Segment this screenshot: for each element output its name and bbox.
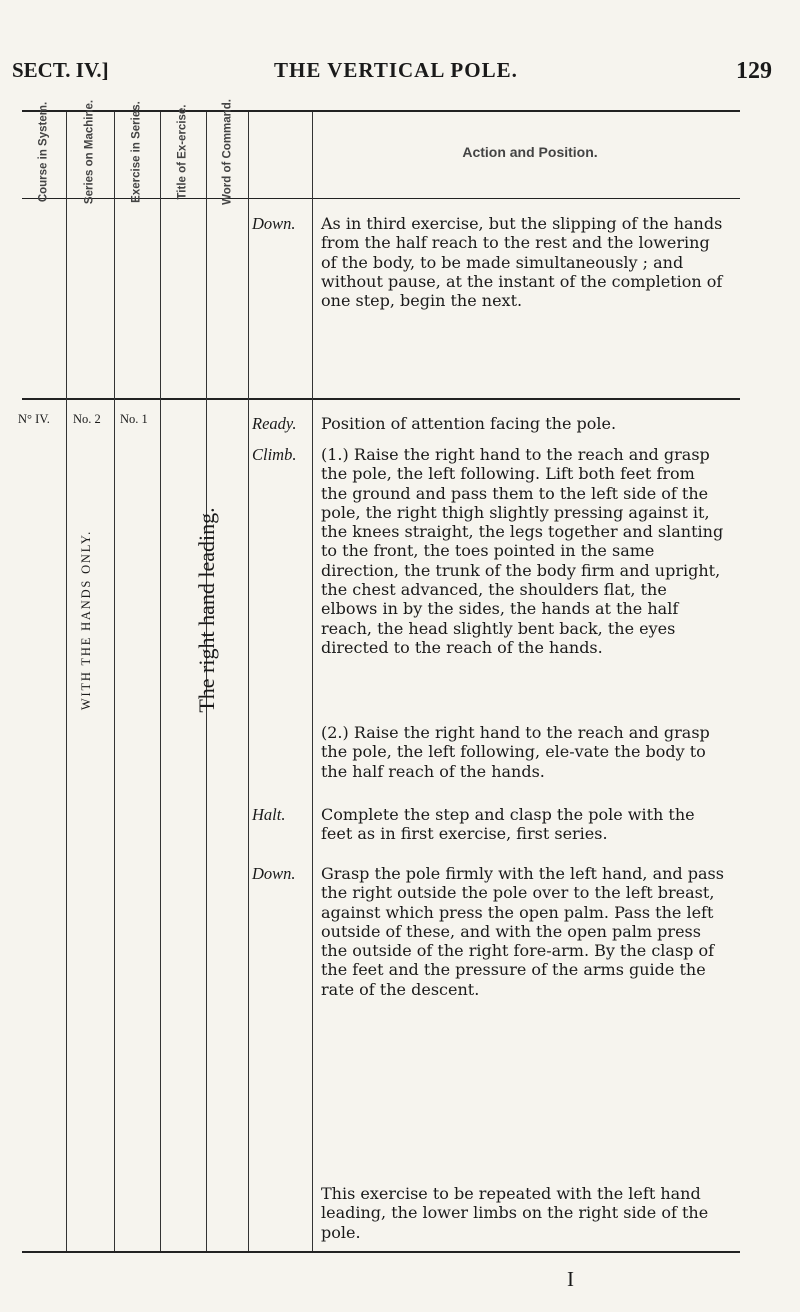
page-header bbox=[12, 58, 772, 84]
column-divider bbox=[160, 112, 161, 1251]
command-down-1: Down. bbox=[252, 214, 296, 233]
column-header-command: Word of Command. bbox=[221, 99, 234, 205]
series-label: No. 2 bbox=[73, 412, 101, 426]
column-header-exercise: Exercise in Series. bbox=[130, 101, 143, 203]
command-ready: Ready. bbox=[252, 414, 297, 433]
page-number: 129 bbox=[736, 58, 772, 84]
series-note: WITH THE HANDS ONLY. bbox=[79, 529, 93, 711]
column-header-action: Action and Position. bbox=[462, 143, 598, 160]
section-label: SECT. IV.] bbox=[12, 58, 109, 82]
title-note: The right hand leading. bbox=[194, 507, 219, 713]
action-text: Grasp the pole firmly with the left hand, and pass the right outside the pole over to the left breast, against which press the open palm. Pass the left outside of these, and with the open palm press the outside of the right fore-arm. By the clasp of the feet and the pressure of the arms guide the rate of the descent. bbox=[321, 864, 724, 999]
column-divider bbox=[66, 112, 67, 1251]
column-header-series: Series on Machine. bbox=[83, 99, 96, 205]
action-text: (1.) Raise the right hand to the reach and grasp the pole, the left following. Lift both feet from the ground and pass them to the left side of the pole, the right thigh slightly pressing against it, the knees straight, the legs together and slanting to the front, the toes pointed in the same direction, the trunk of the body firm and upright, the chest advanced, the shoulders flat, the elbows in by the sides, the hands at the half reach, the head slightly bent back, the eyes directed to the reach of the hands. bbox=[321, 445, 724, 657]
page-title: THE VERTICAL POLE. bbox=[274, 58, 518, 82]
command-climb: Climb. bbox=[252, 445, 297, 464]
course-label: N° IV. bbox=[18, 412, 50, 426]
signature-mark: I bbox=[567, 1267, 574, 1291]
column-header-course: Course in System. bbox=[37, 101, 50, 203]
column-divider bbox=[312, 112, 313, 1251]
action-text: Complete the step and clasp the pole with the feet as in first exercise, first series. bbox=[321, 805, 695, 844]
exercise-label: No. 1 bbox=[120, 412, 148, 426]
action-text: As in third exercise, but the slipping of the hands from the half reach to the rest and the lowering of the body, to be made simultaneously ; and without pause, at the instant of the completion of one step, begin the next. bbox=[321, 214, 723, 311]
command-halt: Halt. bbox=[252, 805, 286, 824]
section-rule bbox=[22, 398, 740, 400]
column-divider bbox=[114, 112, 115, 1251]
action-text: This exercise to be repeated with the left hand leading, the lower limbs on the right side of the pole. bbox=[321, 1184, 709, 1242]
action-text: (2.) Raise the right hand to the reach and grasp the pole, the left following, ele-vate the body to the half reach of the hands. bbox=[321, 723, 710, 781]
column-header-title: Title of Ex-ercise. bbox=[176, 104, 189, 200]
action-text: Position of attention facing the pole. bbox=[321, 414, 617, 433]
bottom-rule bbox=[22, 1251, 740, 1253]
column-divider bbox=[248, 112, 249, 1251]
command-down-2: Down. bbox=[252, 864, 296, 883]
